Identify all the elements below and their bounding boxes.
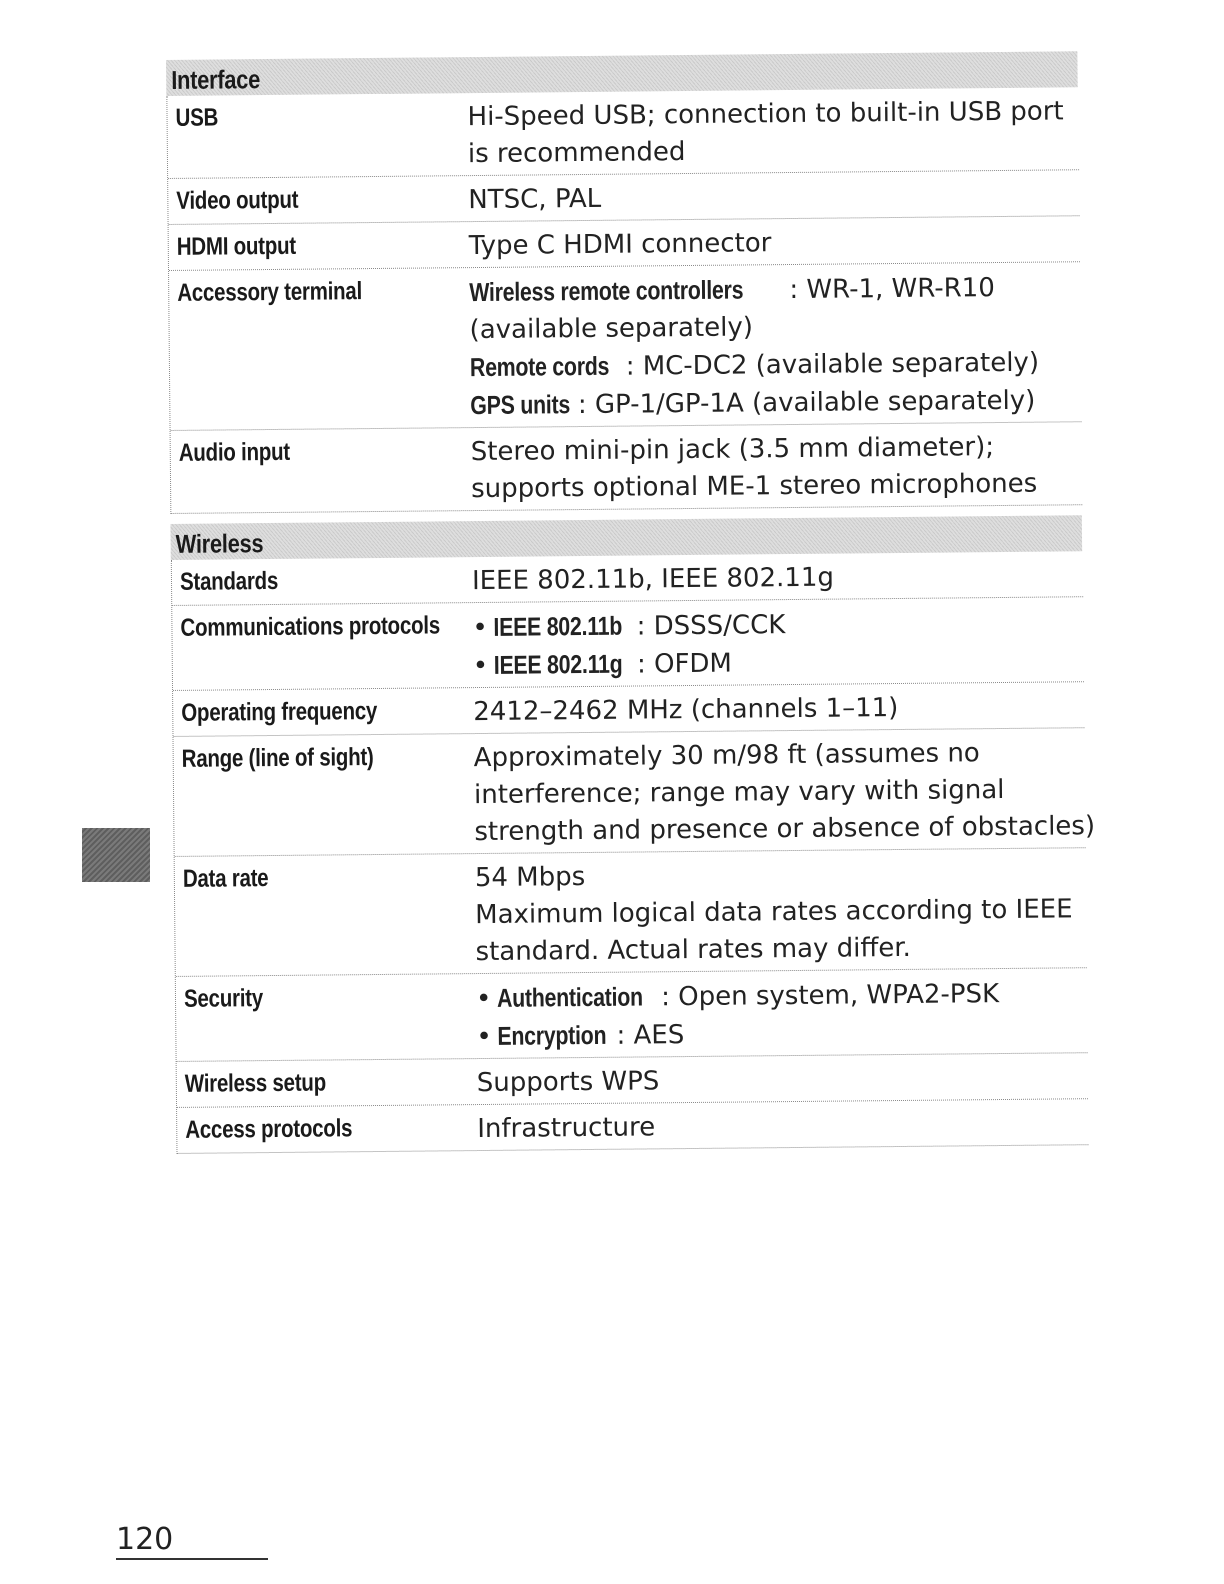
row-label: Operating frequency (181, 697, 378, 727)
term-value: : GP-1/GP-1A (available separately) (577, 385, 1036, 421)
row-label: Audio input (178, 437, 291, 467)
row-access-protocols (177, 1099, 1088, 1154)
row-accessory-terminal (169, 262, 1081, 431)
interface-rows (166, 87, 1082, 514)
term-label: Wireless remote controllers (469, 274, 744, 308)
value-line: is recommended (467, 137, 686, 170)
page-number: 120 (116, 1522, 174, 1557)
section-header-interface: Interface (166, 51, 1078, 96)
row-security (176, 968, 1088, 1062)
wireless-rows (171, 551, 1096, 1154)
row-label: Wireless setup (184, 1068, 327, 1098)
row-value (472, 551, 1083, 602)
term-value: : Open system, WPA2-PSK (661, 979, 1000, 1013)
row-value (469, 262, 1081, 427)
row-label: Communications protocols (180, 611, 441, 642)
value-line: interference; range may vary with signal (473, 774, 1005, 811)
value-line (470, 381, 1081, 425)
page-number-rule (116, 1558, 268, 1560)
value-line: IEEE 802.11b, IEEE 802.11g (471, 562, 835, 597)
section-header-wireless: Wireless (170, 515, 1082, 560)
bullet-icon: • (472, 650, 489, 682)
term-value: : AES (616, 1020, 685, 1051)
row-usb (167, 87, 1079, 179)
row-label: Range (line of sight) (181, 743, 374, 773)
term-label: Authentication (497, 981, 644, 1013)
value-line: standard. Actual rates may differ. (475, 932, 912, 968)
value-line: Hi-Speed USB; connection to built-in USB port (467, 96, 1064, 133)
bullet-icon: • (475, 983, 492, 1015)
term-label: Encryption (497, 1019, 607, 1051)
value-line: Infrastructure (477, 1112, 656, 1145)
value-line: supports optional ME-1 stereo microphones (470, 468, 1038, 505)
row-label: USB (175, 103, 219, 132)
row-data-rate (175, 848, 1087, 977)
row-value (477, 1053, 1088, 1104)
value-line (476, 1012, 1087, 1056)
value-line: Approximately 30 m/98 ft (assumes no (473, 738, 980, 774)
row-value (472, 597, 1084, 687)
value-line: Maximum logical data rates according to IEEE (475, 894, 1073, 931)
value-line: strength and presence or absence of obstacles) (474, 811, 1096, 848)
term-label: Remote cords (469, 350, 610, 383)
value-line: NTSC, PAL (468, 183, 602, 216)
bullet-icon: • (472, 612, 488, 644)
row-label: Accessory terminal (177, 277, 363, 307)
row-label: Security (183, 984, 264, 1013)
row-value (475, 848, 1087, 973)
row-label: Data rate (182, 864, 269, 893)
row-label: Access protocols (185, 1114, 353, 1144)
row-label: Standards (179, 566, 279, 596)
value-line (469, 268, 1080, 312)
row-audio-input (171, 422, 1083, 514)
value-line: (available separately) (469, 312, 754, 346)
bullet-icon: • (476, 1021, 492, 1053)
row-label: Video output (176, 185, 299, 215)
row-value (467, 87, 1079, 175)
row-value (471, 422, 1083, 510)
row-value (477, 1099, 1088, 1150)
row-label: HDMI output (176, 231, 297, 261)
term-value: : OFDM (636, 648, 733, 680)
term-value: : DSSS/CCK (636, 610, 786, 642)
chapter-tab-marker (82, 828, 150, 882)
term-value: : WR-1, WR-R10 (789, 273, 995, 306)
row-value (469, 216, 1080, 267)
spec-table (166, 51, 1096, 1154)
term-label: IEEE 802.11g (494, 648, 623, 680)
row-value (473, 682, 1084, 733)
row-value (476, 968, 1088, 1058)
value-line (472, 603, 1083, 647)
row-range (173, 728, 1096, 857)
value-line: Stereo mini-pin jack (3.5 mm diameter); (470, 432, 995, 468)
term-value: : MC-DC2 (available separately) (625, 347, 1040, 382)
value-line (470, 343, 1081, 387)
term-label: GPS units (470, 389, 571, 421)
value-line: 54 Mbps (474, 862, 586, 894)
value-line (476, 974, 1087, 1018)
row-communications-protocols (172, 597, 1084, 691)
value-line: Type C HDMI connector (468, 228, 772, 262)
row-value (468, 170, 1079, 221)
value-line (473, 641, 1084, 685)
value-line: 2412–2462 MHz (channels 1–11) (473, 693, 899, 728)
term-label: IEEE 802.11b (493, 610, 623, 642)
row-value (473, 728, 1095, 853)
value-line: Supports WPS (476, 1066, 660, 1099)
